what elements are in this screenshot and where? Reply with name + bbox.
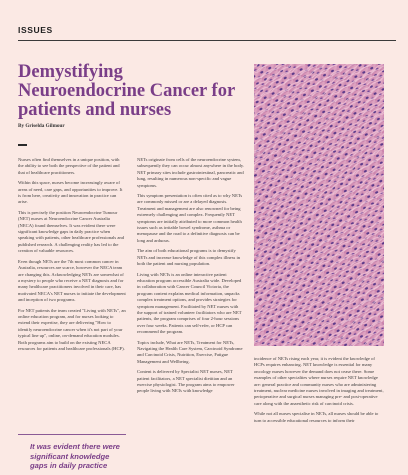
paragraph: Within this space, nurses become increasingly aware of areas of need, care gaps, and opportunities to improve. It is from here, creativity and innovation in practice can arise. bbox=[18, 180, 123, 205]
paragraph: NETs originate from cells of the neuroendocrine system, subsequently they can occur almost anywhere in the body. NET primary sites include gastrointestinal, pancreatic and lung, resulting in numerous non-specific and vague symptoms. bbox=[137, 157, 244, 188]
article-title: Demystifying Neuroendocrine Cancer for patients and nurses bbox=[18, 62, 235, 120]
article-column-3 bbox=[254, 356, 384, 428]
paragraph: Topics include, What are NETs, Treatment for NETs, Navigating the Health Care System, Carcinoid Syndrome and Carcinoid Crisis, Nutrition, Exercise, Fatigue Management and Wellbeing. bbox=[137, 339, 243, 364]
pull-quote-divider bbox=[18, 434, 126, 435]
section-label: ISSUES bbox=[18, 25, 53, 35]
paragraph: Even though NETs are the 7th most common cancer in Australia, resources are scarce, however the NECA team are changing this. Acknowledging NETs are somewhat of a mystery to people who receive a NET diagnosis and for many healthcare practitioners involved in their care, has motivated NECA's NET nurses to initiate the development and inception of two programs. bbox=[18, 258, 126, 303]
paragraph: While not all nurses specialise in NETs, all nurses should be able to turn to accessible educational resources to inform their bbox=[254, 411, 379, 423]
paragraph: This symptom presentation is often cited as to why NETs are commonly missed or are a delayed diagnosis. Treatment and management are also renowned for being extremely challenging and complex. Frequently NET symptoms are initially attributed to more common health issues such as irritable bowel syndrome, asthma or menopause and the road to a definitive diagnosis can be long and arduous. bbox=[137, 193, 243, 243]
paragraph: The aim of both educational programs is to demystify NETs and increase knowledge of this complex illness in both the patient and nursing population. bbox=[137, 248, 241, 267]
article-column-1 bbox=[18, 157, 126, 356]
header-divider bbox=[18, 40, 396, 41]
histology-image bbox=[254, 64, 384, 346]
byline: By Griselda Gilmour bbox=[18, 123, 65, 129]
paragraph: Nurses often find themselves in a unique position, with the ability to see both the perspective of the patient and that of healthcare practitioners. bbox=[18, 157, 120, 175]
byline-divider bbox=[18, 144, 27, 146]
paragraph: For NET patients the team created "Living with NETs", an online education program, and for nurses looking to extend their expertise, they are delivering "How to identify neuroendocrine cancer when it's not part of your typical line up", online, on-demand education modules. Both programs aim to build on the existing NECA resources for patients and healthcare professionals (HCP). bbox=[18, 307, 126, 351]
paragraph: Living with NETs is an online interactive patient education program accessible Australia wide. Developed in collaboration with Cancer Council Victoria, the program content explains medical information, unpacks complex treatment options, and provides strategies for symptom management. Facilitated by NET nurses with the support of trained volunteer facilitators who are NET patients, the program comprises of four 2-hour sessions over four weeks. Patients can self-refer, or HCP can recommend the program. bbox=[137, 271, 242, 335]
article-column-2 bbox=[137, 157, 245, 399]
paragraph: incidence of NETs rising each year, it is evident the knowledge of HCPs requires enhancing. NET knowledge is essential for many oncology nurses however the demand does not cease there. Some examples of other specialties where nurses require NET knowledge are: general practice and community nurses who are administering treatment, nuclear medicine nurses involved in imaging and treatment, perioperative and surgical nurses managing pre- and post-operative care along with the anaesthetic risk of carcinoid crisis. bbox=[254, 356, 384, 406]
histology-micrograph-icon bbox=[254, 64, 384, 346]
paragraph: Content is delivered by Specialist NET nurses, NET patient facilitators, a NET specialist dietitian and an exercise physiologist. The program aims to empower people living with NETs with knowledge bbox=[137, 369, 235, 394]
paragraph: This is precisely the position Neuroendocrine Tumour (NET) nurses at Neuroendocrine Cancer Australia (NECA) found themselves. It was evident there were significant knowledge gaps in daily practice when speaking with patients, other healthcare professionals and published research. A challenging reality has led to the creation of valuable resources. bbox=[18, 209, 125, 254]
pull-quote: It was evident there were significant knowledge gaps in daily practice bbox=[30, 442, 120, 471]
